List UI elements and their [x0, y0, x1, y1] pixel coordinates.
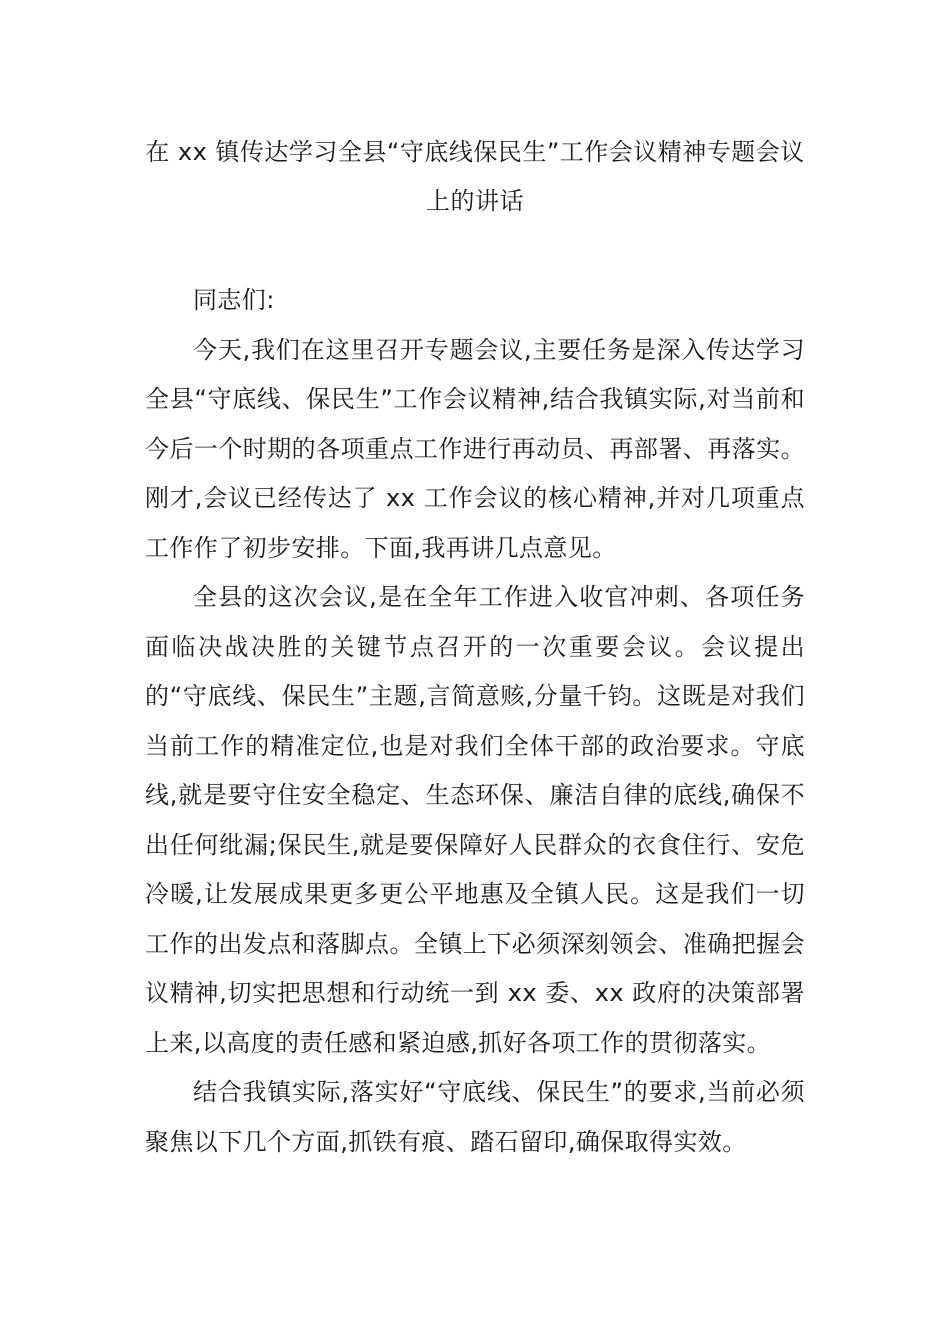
document-body — [145, 276, 805, 1167]
paragraph-2: 全县的这次会议,是在全年工作进入收官冲刺、各项任务面临决战决胜的关键节点召开的一次重要会议。会议提出的“守底线、保民生”主题,言简意赅,分量千钧。这既是对我们当前工作的精准定位,也是对我们全体干部的政治要求。守底线,就是要守住安全稳定、生态环保、廉洁自律的底线,确保不出任何纰漏;保民生,就是要保障好人民群众的衣食住行、安危冷暖,让发展成果更多更公平地惠及全镇人民。这是我们一切工作的出发点和落脚点。全镇上下必须深刻领会、准确把握会议精神,切实把思想和行动统一到 xx 委、xx 政府的决策部署上来,以高度的责任感和紧迫感,抓好各项工作的贯彻落实。 — [145, 583, 805, 1057]
title-line-2: 上的讲话 — [426, 187, 524, 215]
title-line-1: 在 xx 镇传达学习全县“守底线保民生”工作会议精神专题会议 — [145, 138, 805, 166]
document-title — [140, 128, 810, 226]
paragraph-1: 今天,我们在这里召开专题会议,主要任务是深入传达学习全县“守底线、保民生”工作会议精神,结合我镇实际,对当前和今后一个时期的各项重点工作进行再动员、再部署、再落实。刚才,会议已经传达了 xx 工作会议的核心精神,并对几项重点工作作了初步安排。下面,我再讲几点意见。 — [145, 335, 805, 562]
salutation: 同志们: — [193, 286, 275, 314]
paragraph-3: 结合我镇实际,落实好“守底线、保民生”的要求,当前必须聚焦以下几个方面,抓铁有痕、踏石留印,确保取得实效。 — [145, 1078, 805, 1156]
